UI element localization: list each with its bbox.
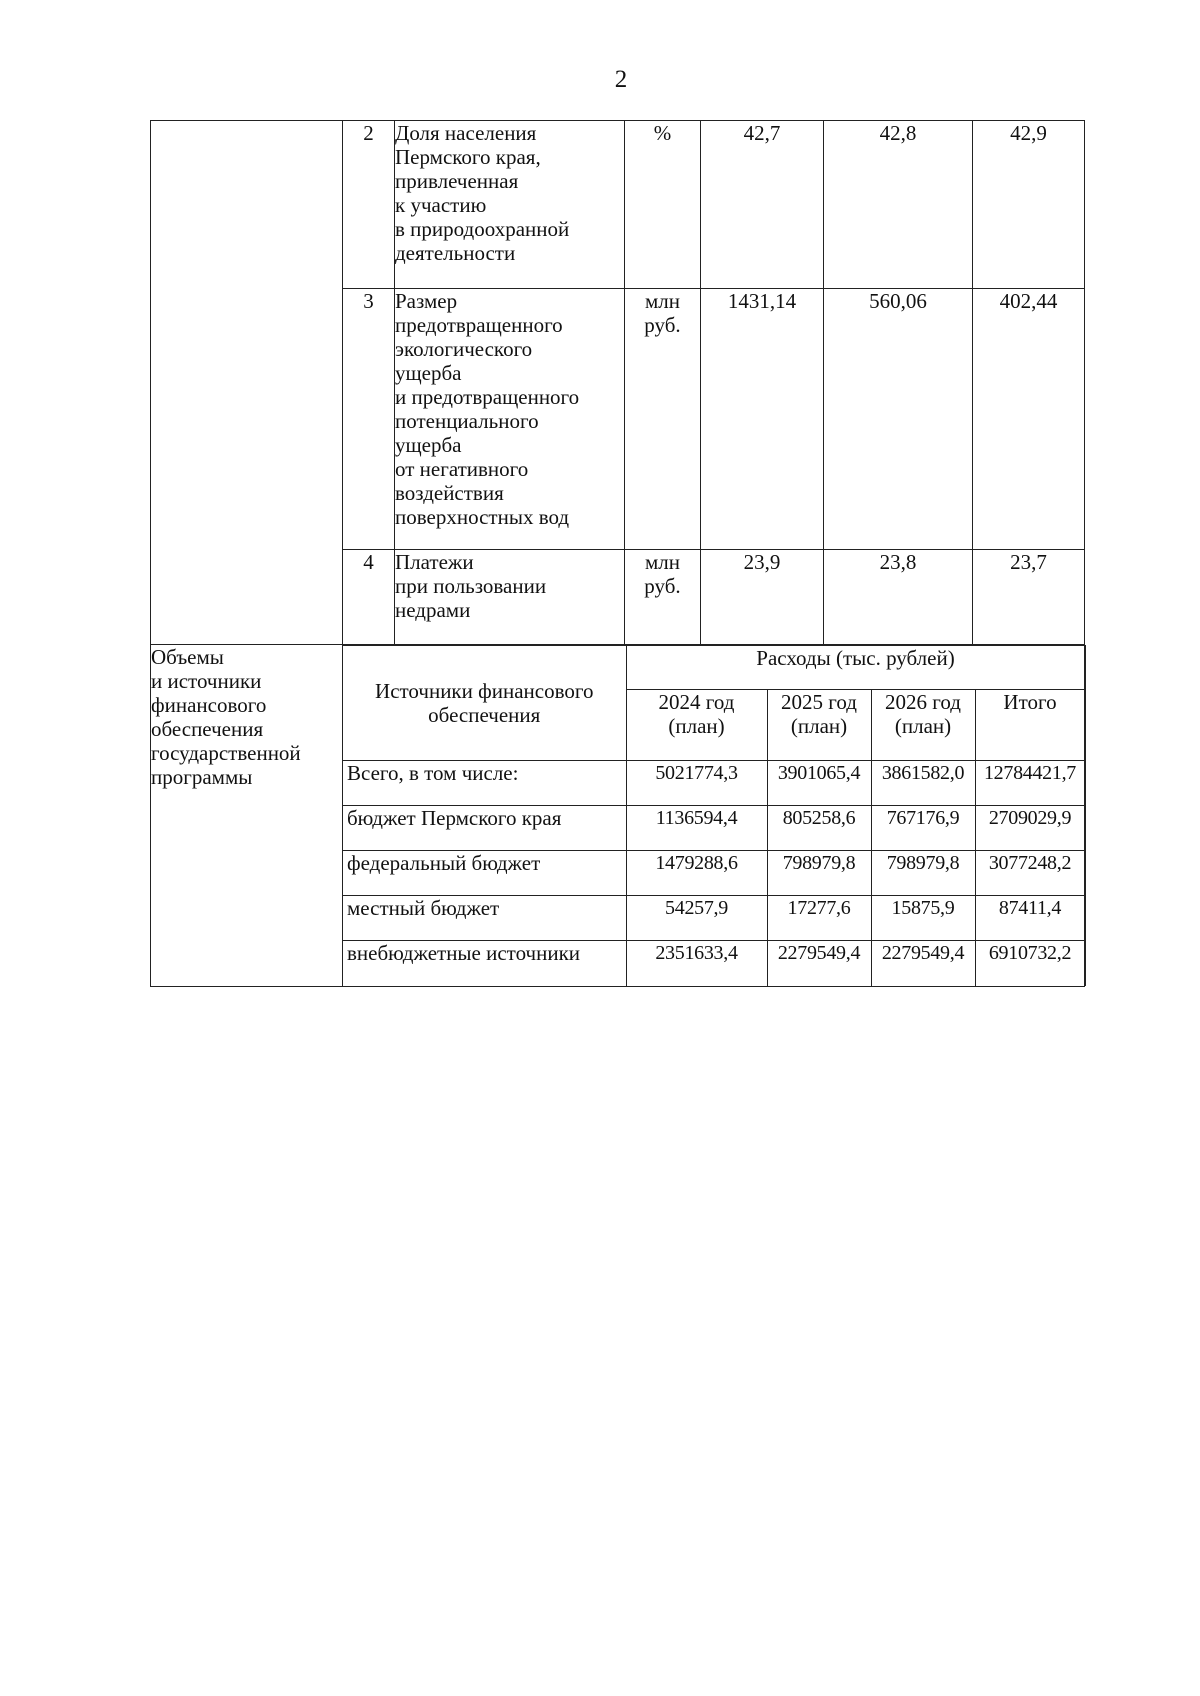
value-2024: 1479288,6	[626, 851, 767, 896]
total-header: Итого	[975, 690, 1085, 761]
year-note: (план)	[790, 714, 848, 738]
value-2024: 1136594,4	[626, 806, 767, 851]
indicator-name-line: воздействия	[395, 481, 504, 505]
value-total: 6910732,2	[975, 941, 1085, 986]
indicator-value-2024: 42,7	[701, 121, 824, 289]
year-label: 2026 год	[885, 690, 961, 714]
indicators-label-cell	[151, 121, 343, 645]
source-name: внебюджетные источники	[343, 941, 626, 986]
indicator-value-2026: 42,9	[973, 121, 1085, 289]
value-total: 3077248,2	[975, 851, 1085, 896]
value-total: 2709029,9	[975, 806, 1085, 851]
indicator-number: 2	[343, 121, 395, 289]
financing-label-line: финансового	[151, 693, 267, 717]
financing-data-row	[343, 896, 1085, 941]
indicator-name-line: привлеченная	[395, 169, 519, 193]
sources-header-line: Источники финансового	[375, 679, 594, 703]
indicator-unit	[625, 289, 701, 550]
value-2025: 3901065,4	[767, 761, 871, 806]
financing-data-row	[343, 941, 1085, 986]
indicator-name-line: Доля населения	[395, 121, 537, 145]
financing-label-line: и источники	[151, 669, 262, 693]
expenses-header: Расходы (тыс. рублей)	[626, 646, 1085, 690]
indicator-name-line: и предотвращенного	[395, 385, 580, 409]
indicator-value-2026: 402,44	[973, 289, 1085, 550]
indicator-unit-line: млн	[644, 289, 680, 313]
indicator-name	[395, 289, 625, 550]
value-total: 12784421,7	[975, 761, 1085, 806]
indicator-number: 3	[343, 289, 395, 550]
year-header-2024	[626, 690, 767, 761]
value-2026: 3861582,0	[871, 761, 975, 806]
indicator-unit-line: %	[653, 121, 672, 145]
indicator-value-2025: 42,8	[824, 121, 973, 289]
financing-row	[151, 645, 1085, 987]
indicator-unit-line: руб.	[644, 574, 681, 598]
source-name: местный бюджет	[343, 896, 626, 941]
indicator-name-line: недрами	[395, 598, 471, 622]
indicator-value-2026: 23,7	[973, 550, 1085, 645]
indicator-value-2024: 1431,14	[701, 289, 824, 550]
indicator-value-2025: 23,8	[824, 550, 973, 645]
indicator-name-line: Размер	[395, 289, 458, 313]
indicator-number: 4	[343, 550, 395, 645]
financing-data-row	[343, 806, 1085, 851]
value-2025: 2279549,4	[767, 941, 871, 986]
financing-table-cell	[343, 645, 1085, 987]
financing-label-line: Объемы	[151, 645, 224, 669]
source-name: Всего, в том числе:	[343, 761, 626, 806]
indicator-name-line: предотвращенного	[395, 313, 563, 337]
year-label: 2024 год	[658, 690, 735, 714]
financing-label-line: обеспечения	[151, 717, 264, 741]
indicator-name-line: экологического	[395, 337, 533, 361]
financing-data-row	[343, 851, 1085, 896]
indicator-name-line: в природоохранной	[395, 217, 570, 241]
value-2026: 798979,8	[871, 851, 975, 896]
indicator-unit-line: руб.	[644, 313, 681, 337]
financing-label-line: государственной	[151, 741, 301, 765]
year-note: (план)	[894, 714, 952, 738]
value-2026: 15875,9	[871, 896, 975, 941]
page-number: 2	[614, 66, 628, 93]
indicator-unit	[625, 550, 701, 645]
value-2024: 5021774,3	[626, 761, 767, 806]
financing-data-row	[343, 761, 1085, 806]
indicator-name-line: Пермского края,	[395, 145, 541, 169]
indicator-value-2024: 23,9	[701, 550, 824, 645]
indicator-unit-line: млн	[644, 550, 680, 574]
program-passport-table	[150, 120, 1085, 987]
year-note: (план)	[668, 714, 725, 738]
financing-table	[343, 645, 1086, 986]
value-2024: 54257,9	[626, 896, 767, 941]
financing-label	[151, 645, 343, 987]
financing-header-row	[343, 646, 1085, 690]
financing-label-line: программы	[151, 765, 253, 789]
year-header-2026	[871, 690, 975, 761]
indicator-name-line: Платежи	[395, 550, 474, 574]
indicator-name-line: ущерба	[395, 433, 462, 457]
value-total: 87411,4	[975, 896, 1085, 941]
indicator-value-2025: 560,06	[824, 289, 973, 550]
indicator-name-line: к участию	[395, 193, 487, 217]
indicator-name-line: поверхностных вод	[395, 505, 570, 529]
indicator-name-line: ущерба	[395, 361, 462, 385]
indicator-row	[151, 121, 1085, 289]
indicator-name-line: деятельности	[395, 241, 516, 265]
year-header-2025	[767, 690, 871, 761]
value-2025: 17277,6	[767, 896, 871, 941]
source-name: бюджет Пермского края	[343, 806, 626, 851]
indicator-unit	[625, 121, 701, 289]
indicator-name-line: при пользовании	[395, 574, 547, 598]
value-2026: 2279549,4	[871, 941, 975, 986]
indicator-name-line: от негативного	[395, 457, 529, 481]
source-name: федеральный бюджет	[343, 851, 626, 896]
sources-header-line: обеспечения	[428, 703, 541, 727]
value-2025: 805258,6	[767, 806, 871, 851]
indicator-name	[395, 550, 625, 645]
value-2025: 798979,8	[767, 851, 871, 896]
indicator-name-line: потенциального	[395, 409, 539, 433]
sources-header	[343, 646, 626, 761]
indicator-name	[395, 121, 625, 289]
value-2024: 2351633,4	[626, 941, 767, 986]
year-label: 2025 год	[781, 690, 857, 714]
value-2026: 767176,9	[871, 806, 975, 851]
